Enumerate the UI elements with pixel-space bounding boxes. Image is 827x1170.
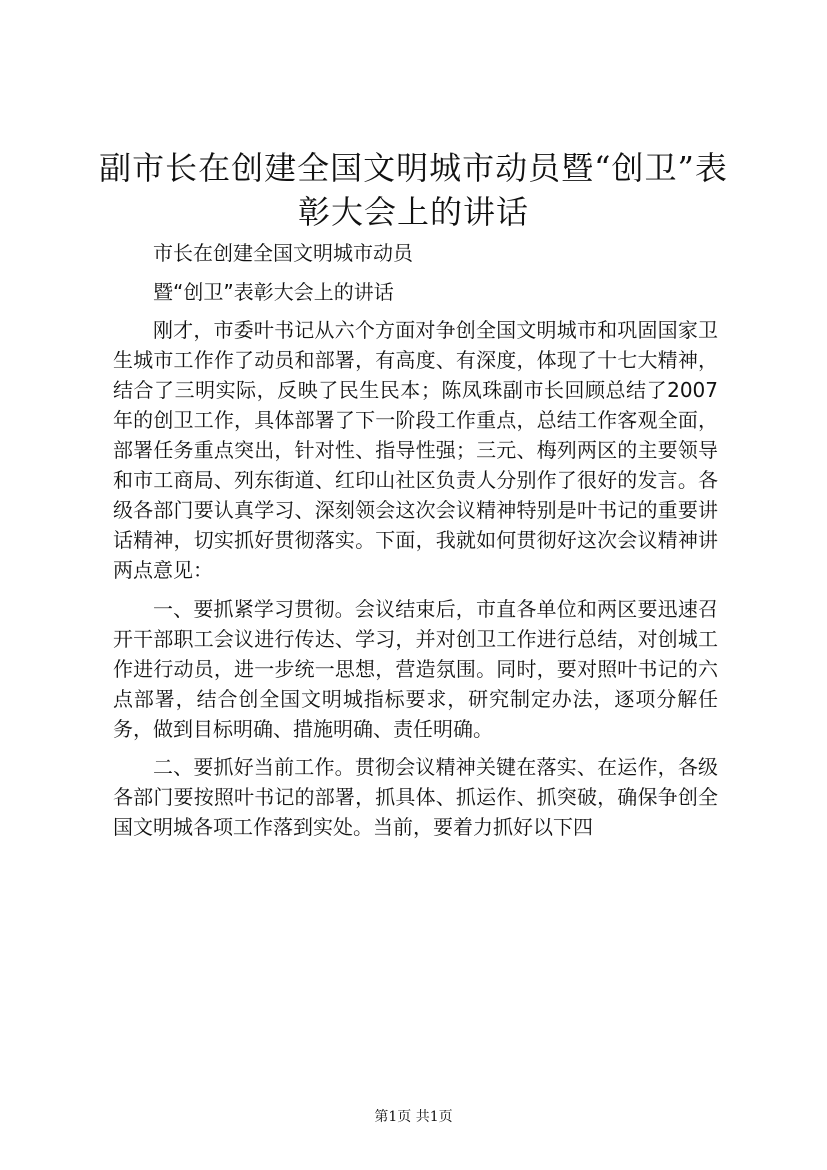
body-paragraph: 二、要抓好当前工作。贯彻会议精神关键在落实、在运作，各级各部门要按照叶书记的部署，抓具体、抓运作、抓突破，确保争创全国文明城各项工作落到实处。当前，要着力抓好以下四 bbox=[113, 755, 718, 839]
title-line-2: 彰大会上的讲话 bbox=[297, 193, 529, 231]
title-line-1: 副市长在创建全国文明城市动员暨“创卫”表 bbox=[99, 149, 728, 187]
subtitle-line-2: 暨“创卫”表彰大会上的讲话 bbox=[153, 279, 394, 304]
document-body bbox=[113, 238, 718, 851]
body-paragraph: 一、要抓紧学习贯彻。会议结束后，市直各单位和两区要迅速召开干部职工会议进行传达、学习，并对创卫工作进行总结，对创城工作进行动员，进一步统一思想，营造氛围。同时，要对照叶书记的六点部署，结合创全国文明城指标要求，研究制定办法，逐项分解任务，做到目标明确、措施明确、责任明确。 bbox=[113, 596, 718, 741]
body-paragraph: 刚才，市委叶书记从六个方面对争创全国文明城市和巩固国家卫生城市工作作了动员和部署，有高度、有深度，体现了十七大精神，结合了三明实际，反映了民生民本；陈凤珠副市长回顾总结了2007年的创卫工作，具体部署了下一阶段工作重点，总结工作客观全面，部署任务重点突出，针对性、指导性强；三元、梅列两区的主要领导和市工商局、列东街道、红印山社区负责人分别作了很好的发言。各级各部门要认真学习、深刻领会这次会议精神特别是叶书记的重要讲话精神，切实抓好贯彻落实。下面，我就如何贯彻好这次会议精神讲两点意见： bbox=[113, 318, 718, 582]
subtitle-line-1: 市长在创建全国文明城市动员 bbox=[153, 241, 413, 265]
document-title bbox=[90, 146, 737, 234]
page-number-footer: 第1页 共1页 bbox=[374, 1109, 453, 1125]
